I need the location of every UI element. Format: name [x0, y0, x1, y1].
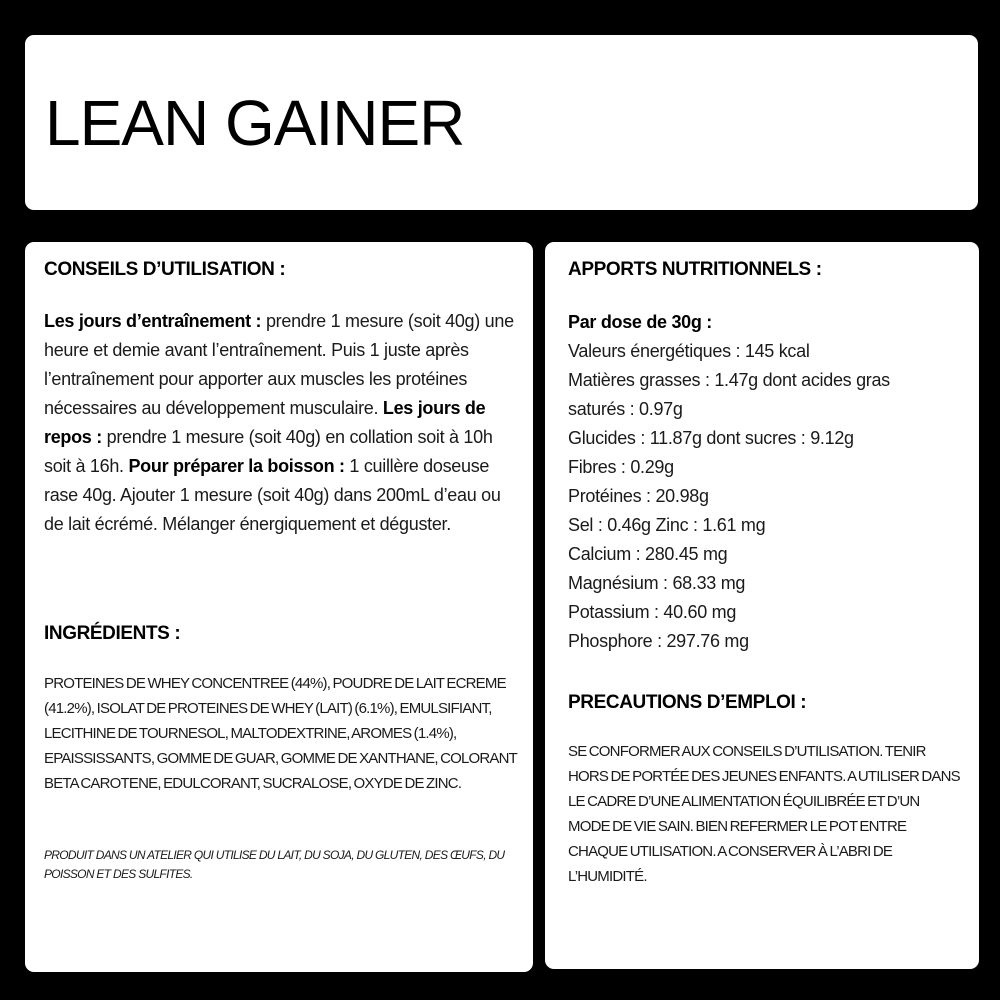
- ingredients-heading: INGRÉDIENTS :: [44, 623, 181, 644]
- precautions-text: SE CONFORMER AUX CONSEILS D’UTILISATION. TENIR HORS DE PORTÉE DES JEUNES ENFANTS. A UTILISER DANS LE CADRE D’UNE ALIMENTATION ÉQUILIBRÉE ET D’UN MODE DE VIE SAIN. BIEN REFERMER LE POT ENTRE CHAQUE UTILISATION. A CONSERVER À L’ABRI DE L’HUMIDITÉ.: [568, 743, 960, 885]
- usage-instructions: [44, 307, 516, 539]
- training-label: Les jours d’entraînement :: [44, 311, 262, 331]
- title-card: [25, 35, 978, 210]
- nutrition-line: Valeurs énergétiques : 145 kcal: [568, 341, 810, 361]
- prep-label: Pour préparer la boisson :: [128, 456, 345, 476]
- product-title: LEAN GAINER: [45, 87, 465, 159]
- rest-label: Les jours de repos :: [44, 398, 486, 447]
- nutrition-line: Matières grasses : 1.47g dont acides gras: [568, 370, 890, 390]
- nutrition-line: Phosphore : 297.76 mg: [568, 631, 749, 651]
- usage-heading: CONSEILS D’UTILISATION :: [44, 259, 286, 280]
- precautions-heading: PRECAUTIONS D’EMPLOI :: [568, 692, 807, 713]
- nutrition-line: Protéines : 20.98g: [568, 486, 709, 506]
- nutrition-line: saturés : 0.97g: [568, 399, 683, 419]
- prep-text: 1 cuillère doseuse rase 40g. Ajouter 1 mesure (soit 40g) dans 200mL d’eau ou de lait écrémé. Mélanger énergiquement et déguster.: [44, 456, 501, 534]
- nutrition-line: Sel : 0.46g Zinc : 1.61 mg: [568, 515, 766, 535]
- dose-label: Par dose de 30g :: [568, 312, 712, 332]
- nutrition-precautions-panel: [545, 242, 979, 969]
- nutrition-line: Magnésium : 68.33 mg: [568, 573, 746, 593]
- allergen-note: PRODUIT DANS UN ATELIER QUI UTILISE DU LAIT, DU SOJA, DU GLUTEN, DES ŒUFS, DU POISSON ET DES SULFITES.: [44, 848, 505, 881]
- nutrition-line: Calcium : 280.45 mg: [568, 544, 728, 564]
- nutrition-values: [568, 308, 973, 656]
- nutrition-line: Potassium : 40.60 mg: [568, 602, 737, 622]
- rest-text: prendre 1 mesure (soit 40g) en collation soit à 10h soit à 16h.: [44, 427, 493, 476]
- nutrition-heading: APPORTS NUTRITIONNELS :: [568, 259, 822, 280]
- nutrition-line: Glucides : 11.87g dont sucres : 9.12g: [568, 428, 854, 448]
- training-text: prendre 1 mesure (soit 40g) une heure et demie avant l’entraînement. Puis 1 juste après l’entraînement pour apporter aux muscles les protéines nécessaires au développement musculaire.: [44, 311, 514, 418]
- ingredients-list: PROTEINES DE WHEY CONCENTREE (44%), POUDRE DE LAIT ECREME (41.2%), ISOLAT DE PROTEINES DE WHEY (LAIT) (6.1%), EMULSIFIANT, LECITHINE DE TOURNESOL, MALTODEXTRINE, AROMES (1.4%), EPAISSISSANTS, GOMME DE GUAR, GOMME DE XANTHANE, COLORANT BETA CAROTENE, EDULCORANT, SUCRALOSE, OXYDE DE ZINC.: [44, 675, 517, 792]
- nutrition-line: Fibres : 0.29g: [568, 457, 674, 477]
- usage-ingredients-panel: [25, 242, 533, 972]
